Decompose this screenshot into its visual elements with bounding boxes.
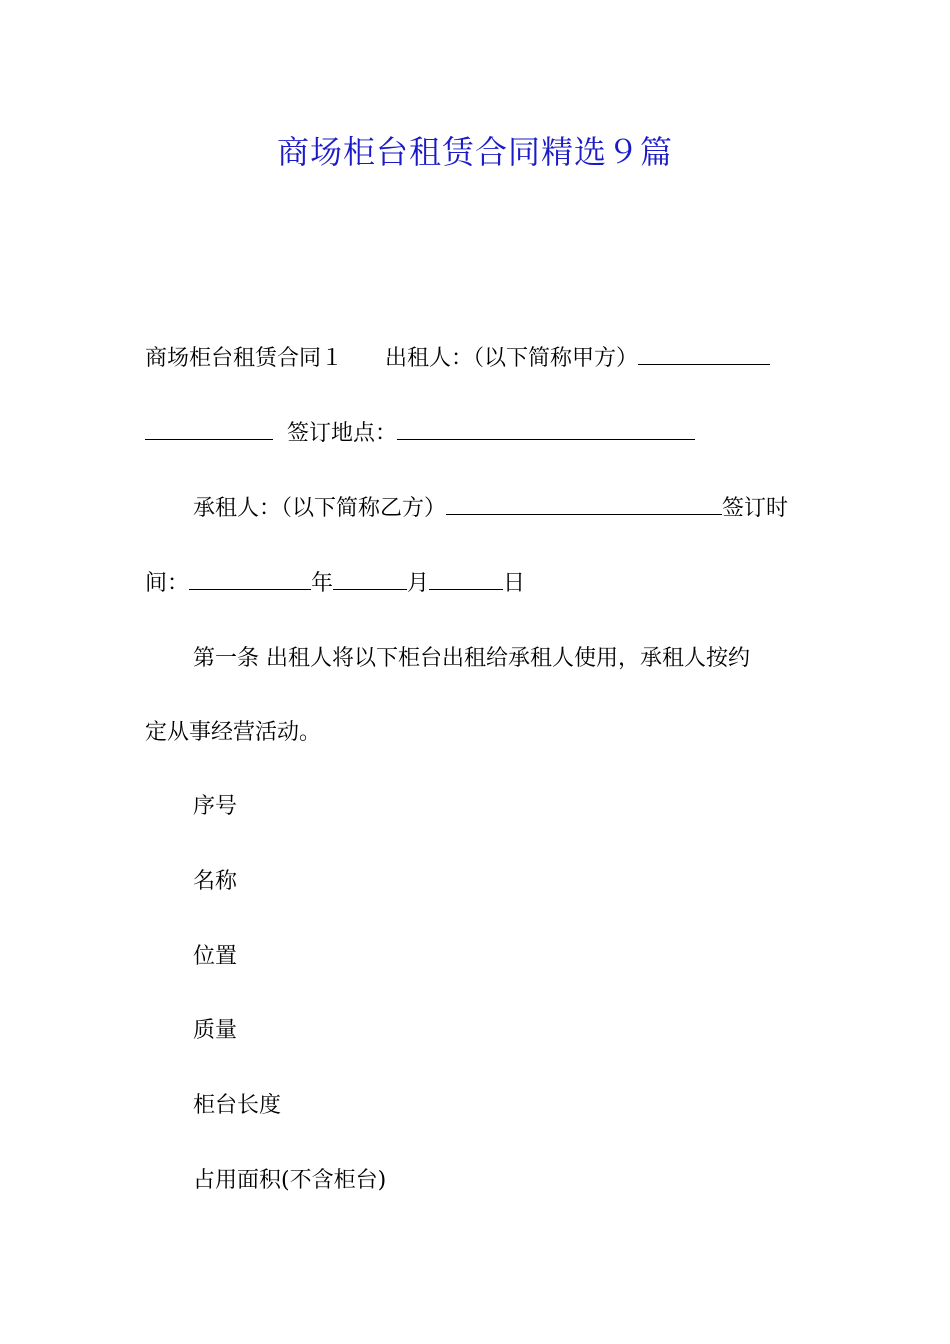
sign-time-label: 签订时: [722, 496, 789, 521]
sign-place-label: 签订地点：: [287, 421, 398, 446]
day-label: 日: [503, 571, 526, 596]
field-occupied-area: 占用面积(不含柜台): [193, 1168, 387, 1193]
lessor-label: 出租人：（以下简称甲方）: [385, 346, 639, 371]
day-blank: [429, 567, 503, 590]
lessor-blank-cont: [145, 417, 273, 440]
sign-time-label-cont: 间：: [145, 571, 190, 596]
year-blank: [189, 567, 311, 590]
sign-place-line: [145, 416, 815, 452]
sign-place-blank: [397, 417, 695, 440]
lessee-line: [193, 491, 815, 527]
lessor-blank: [638, 342, 770, 365]
article-1-line-1: 第一条 出租人将以下柜台出租给承租人使用，承租人按约: [193, 646, 750, 671]
year-label: 年: [311, 571, 334, 596]
month-blank: [333, 567, 407, 590]
sign-time-line: [145, 566, 815, 602]
contract-heading-line: [145, 341, 815, 377]
lessee-blank: [446, 492, 722, 515]
field-quality: 质量: [193, 1018, 238, 1043]
document-title: 商场柜台租赁合同精选９篇: [276, 133, 673, 171]
article-1-line-2: 定从事经营活动。: [145, 720, 322, 745]
contract-heading: 商场柜台租赁合同１: [145, 346, 344, 371]
field-counter-length: 柜台长度: [193, 1093, 282, 1118]
field-serial-number: 序号: [193, 794, 238, 819]
month-label: 月: [407, 571, 430, 596]
lessee-label: 承租人：（以下简称乙方）: [193, 496, 447, 521]
field-name: 名称: [193, 869, 238, 894]
field-location: 位置: [193, 944, 238, 969]
